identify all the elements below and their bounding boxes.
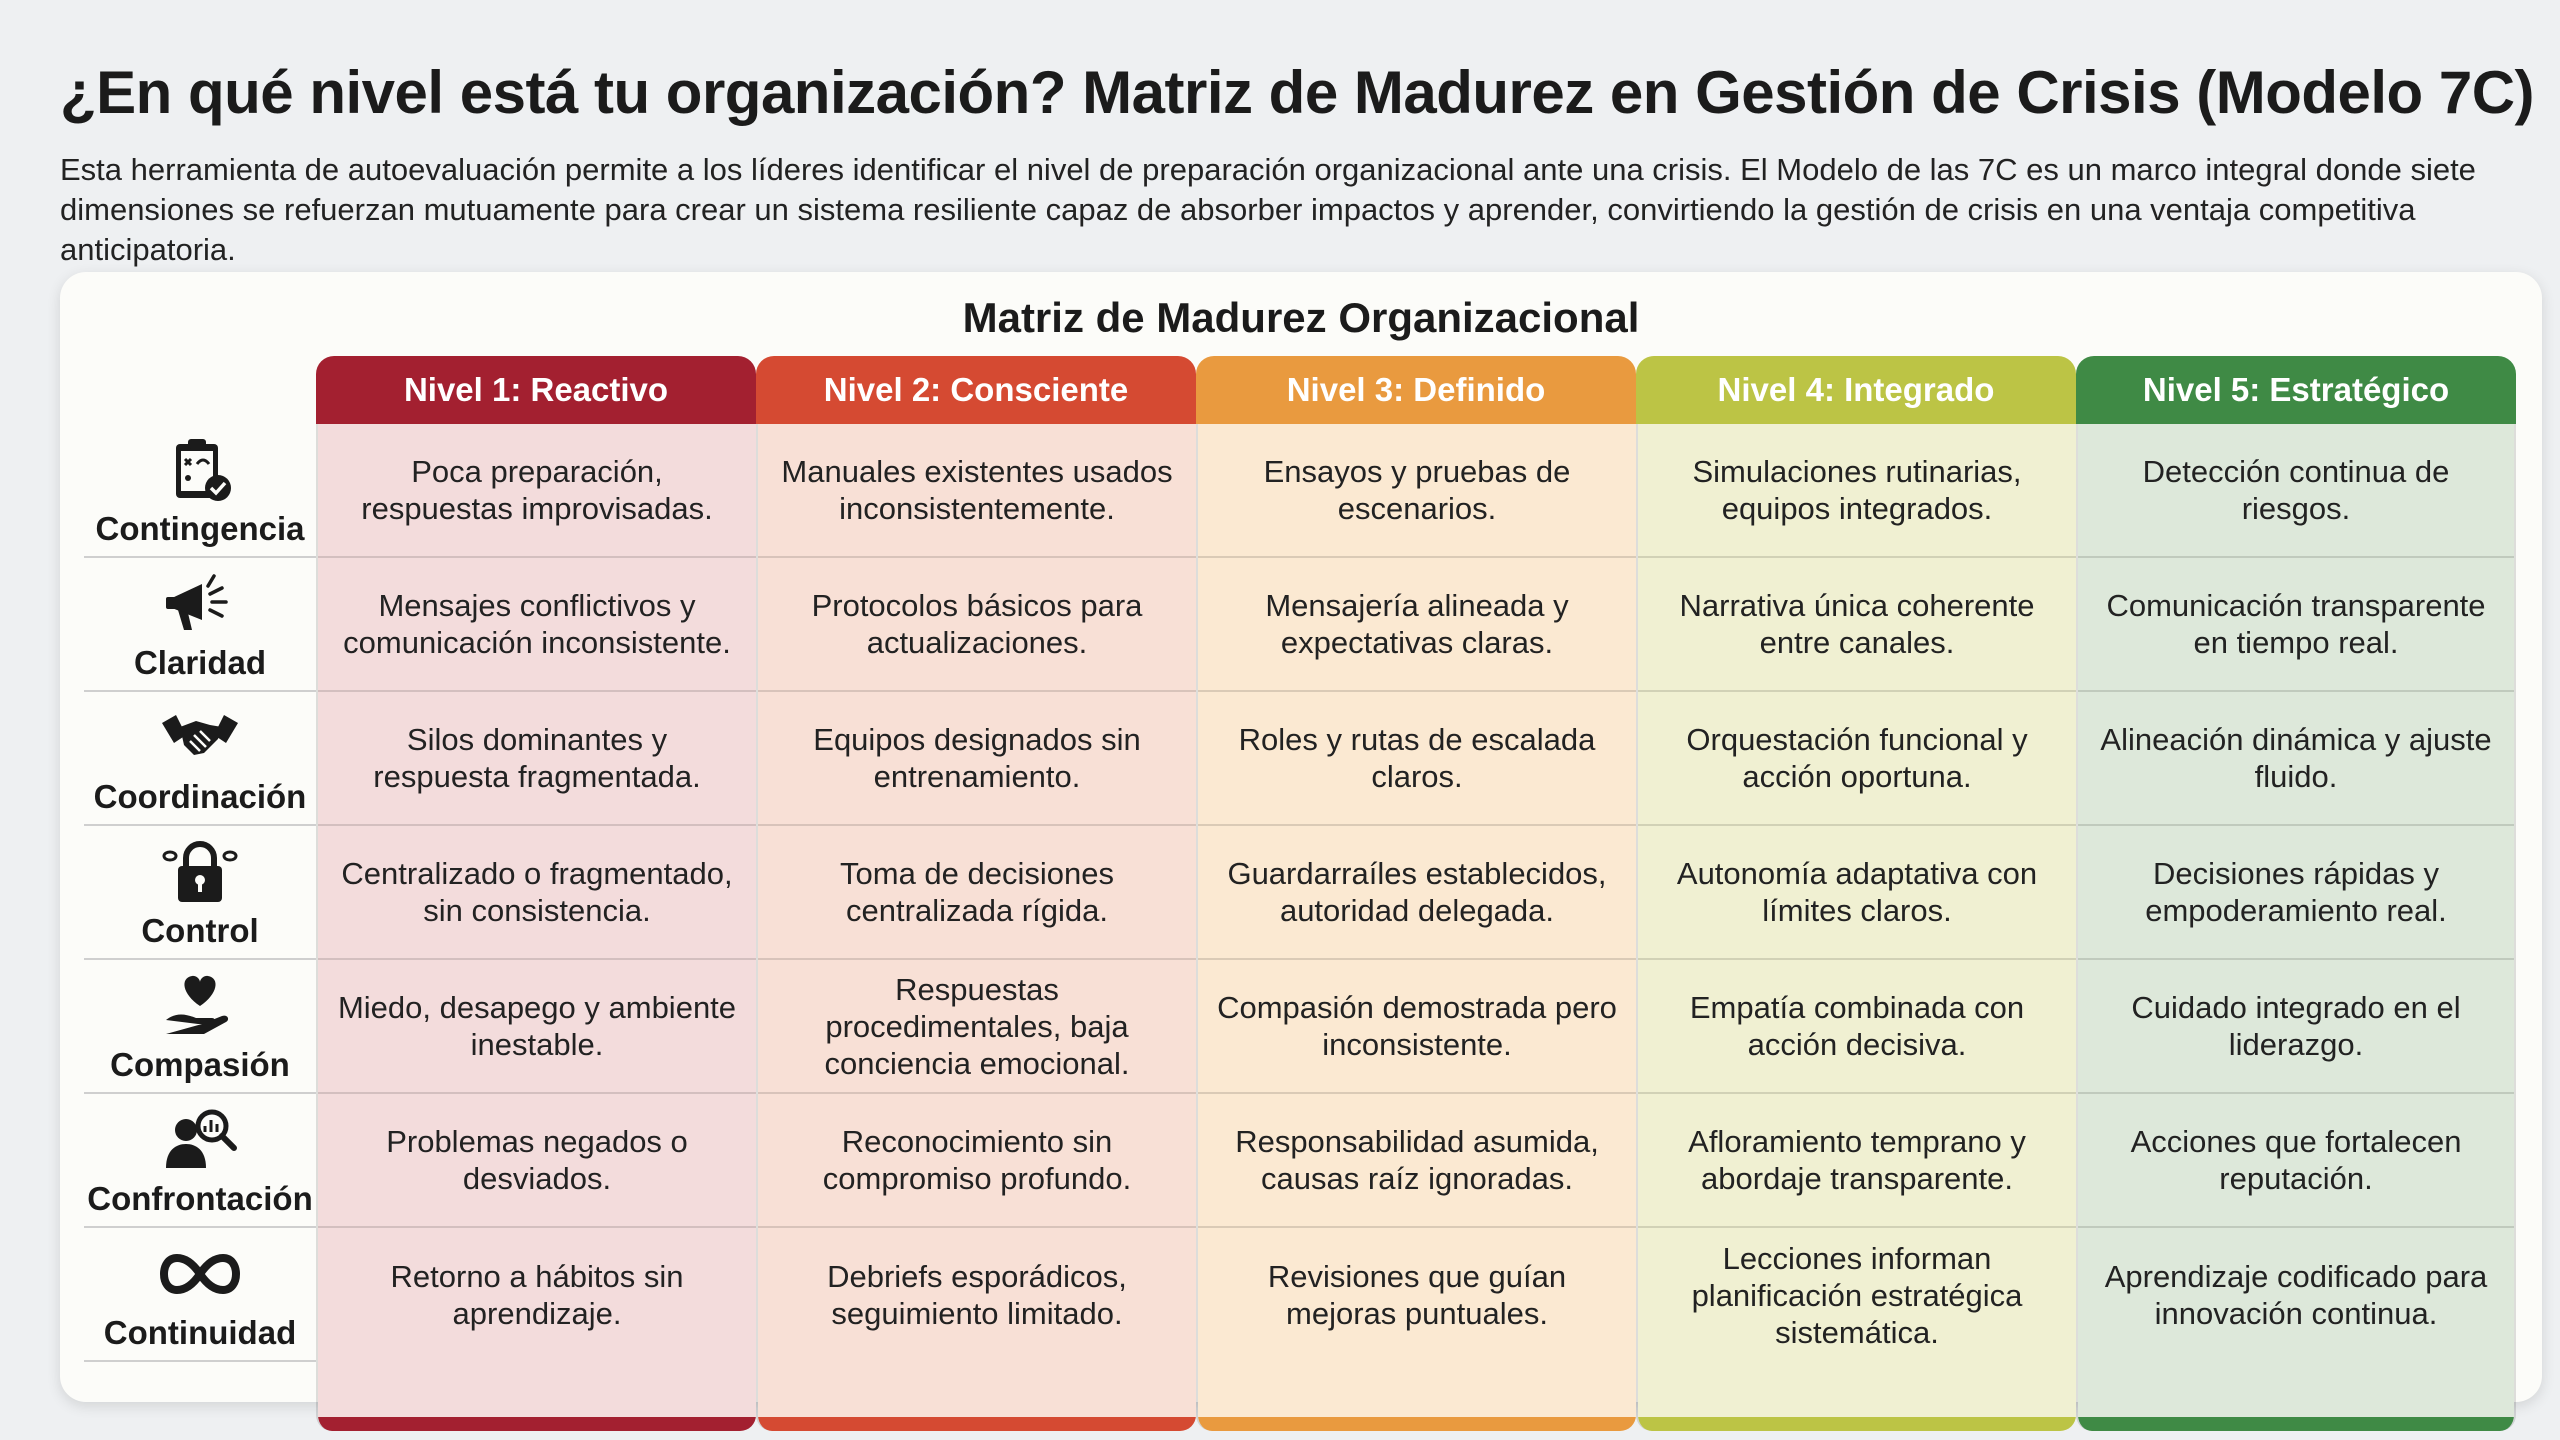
level-column-bottom-bar (318, 1417, 756, 1431)
matrix-cell: Empatía combinada con acción decisiva. (1638, 960, 2076, 1094)
level-header-3: Nivel 3: Definido (1196, 356, 1636, 424)
heart-hand-icon (160, 970, 240, 1042)
matrix-cell: Aprendizaje codificado para innovación continua. (2104, 1259, 2488, 1331)
matrix-cell: Mensajes conflictivos y comunicación inconsistente. (318, 558, 756, 692)
dimension-row-compasion (84, 960, 316, 1094)
matrix-cell: Cuidado integrado en el liderazgo. (2078, 960, 2514, 1094)
matrix-cell: Decisiones rápidas y empoderamiento real. (2078, 826, 2514, 960)
matrix-cell: Debriefs esporádicos, seguimiento limitado. (827, 1259, 1127, 1331)
level-header-4: Nivel 4: Integrado (1636, 356, 2076, 424)
matrix-cell: Afloramiento temprano y abordaje transparente. (1638, 1094, 2076, 1228)
megaphone-icon (160, 568, 240, 640)
infinity-icon (160, 1238, 240, 1310)
matrix-cell: Responsabilidad asumida, causas raíz ignoradas. (1198, 1094, 1636, 1228)
level-column-bottom-bar (758, 1417, 1196, 1431)
matrix-cell: Manuales existentes usados inconsistentemente. (758, 424, 1196, 558)
dimension-row-confrontacion (84, 1094, 316, 1228)
matrix-cell: Acciones que fortalecen reputación. (2078, 1094, 2514, 1228)
dimension-label: Compasión (110, 1046, 290, 1083)
matrix-cell: Autonomía adaptativa con límites claros. (1638, 826, 2076, 960)
dimension-label: Continuidad (103, 1314, 297, 1351)
matrix-cell: Lecciones informan planificación estratégica sistemática. (1691, 1240, 2023, 1350)
level-header-5: Nivel 5: Estratégico (2076, 356, 2516, 424)
level-column-5 (2076, 424, 2516, 1431)
matrix-cell: Compasión demostrada pero inconsistente. (1198, 960, 1636, 1094)
matrix-title: Matriz de Madurez Organizacional (962, 294, 1640, 341)
matrix-cell: Revisiones que guían mejoras puntuales. (1267, 1259, 1567, 1331)
dimension-label: Coordinación (93, 778, 307, 815)
page-description: Esta herramienta de autoevaluación permite a los líderes identificar el nivel de preparación organizacional ante una crisis. El Modelo de las 7C es un marco integral donde siete dimensiones se refuerzan mutuamente para crear un sistema resiliente capaz de absorber impactos y aprender, convirtiendo la gestión de crisis en una ventaja competitiva anticipatoria. (60, 152, 2476, 267)
level-column-bottom-bar (2078, 1417, 2514, 1431)
level-column-1 (316, 424, 756, 1431)
dimension-row-claridad (84, 558, 316, 692)
level-header-1: Nivel 1: Reactivo (316, 356, 756, 424)
padlock-chain-icon (160, 836, 240, 908)
dimension-row-control (84, 826, 316, 960)
matrix-cell: Narrativa única coherente entre canales. (1638, 558, 2076, 692)
page-title: ¿En qué nivel está tu organización? Matriz de Madurez en Gestión de Crisis (Modelo 7C) (60, 59, 2535, 126)
matrix-cell: Miedo, desapego y ambiente inestable. (318, 960, 756, 1094)
matrix-cell: Simulaciones rutinarias, equipos integrados. (1638, 424, 2076, 558)
matrix-cell: Poca preparación, respuestas improvisadas. (318, 424, 756, 558)
level-column-bottom-bar (1638, 1417, 2076, 1431)
matrix-cell: Protocolos básicos para actualizaciones. (758, 558, 1196, 692)
matrix-cell: Mensajería alineada y expectativas claras. (1198, 558, 1636, 692)
dimension-row-coordinacion (84, 692, 316, 826)
level-column-3 (1196, 424, 1636, 1431)
dimension-label: Claridad (133, 644, 267, 681)
handshake-icon (160, 702, 240, 774)
dimension-label: Contingencia (95, 510, 305, 547)
level-column-bottom-bar (1198, 1417, 1636, 1431)
matrix-cell: Ensayos y pruebas de escenarios. (1198, 424, 1636, 558)
maturity-matrix-card (60, 272, 2542, 1402)
matrix-cell: Toma de decisiones centralizada rígida. (758, 826, 1196, 960)
matrix-cell: Comunicación transparente en tiempo real. (2078, 558, 2514, 692)
matrix-cell: Respuestas procedimentales, baja conciencia emocional. (758, 960, 1196, 1094)
dimension-label: Control (141, 912, 259, 949)
matrix-cell: Alineación dinámica y ajuste fluido. (2078, 692, 2514, 826)
dimension-row-continuidad (84, 1228, 316, 1362)
matrix-cell: Roles y rutas de escalada claros. (1198, 692, 1636, 826)
level-header-2: Nivel 2: Consciente (756, 356, 1196, 424)
person-magnifier-icon (160, 1104, 240, 1176)
matrix-cell: Reconocimiento sin compromiso profundo. (758, 1094, 1196, 1228)
matrix-cell: Centralizado o fragmentado, sin consistencia. (318, 826, 756, 960)
matrix-cell: Detección continua de riesgos. (2078, 424, 2514, 558)
matrix-cell: Silos dominantes y respuesta fragmentada. (318, 692, 756, 826)
clipboard-icon (160, 434, 240, 506)
matrix-cell: Retorno a hábitos sin aprendizaje. (390, 1259, 684, 1331)
matrix-cell: Problemas negados o desviados. (318, 1094, 756, 1228)
dimension-row-contingencia (84, 424, 316, 558)
matrix-cell: Guardarraíles establecidos, autoridad delegada. (1198, 826, 1636, 960)
dimension-label: Confrontación (87, 1180, 313, 1217)
level-column-4 (1636, 424, 2076, 1431)
matrix-cell: Orquestación funcional y acción oportuna. (1638, 692, 2076, 826)
level-column-2 (756, 424, 1196, 1431)
matrix-cell: Equipos designados sin entrenamiento. (758, 692, 1196, 826)
